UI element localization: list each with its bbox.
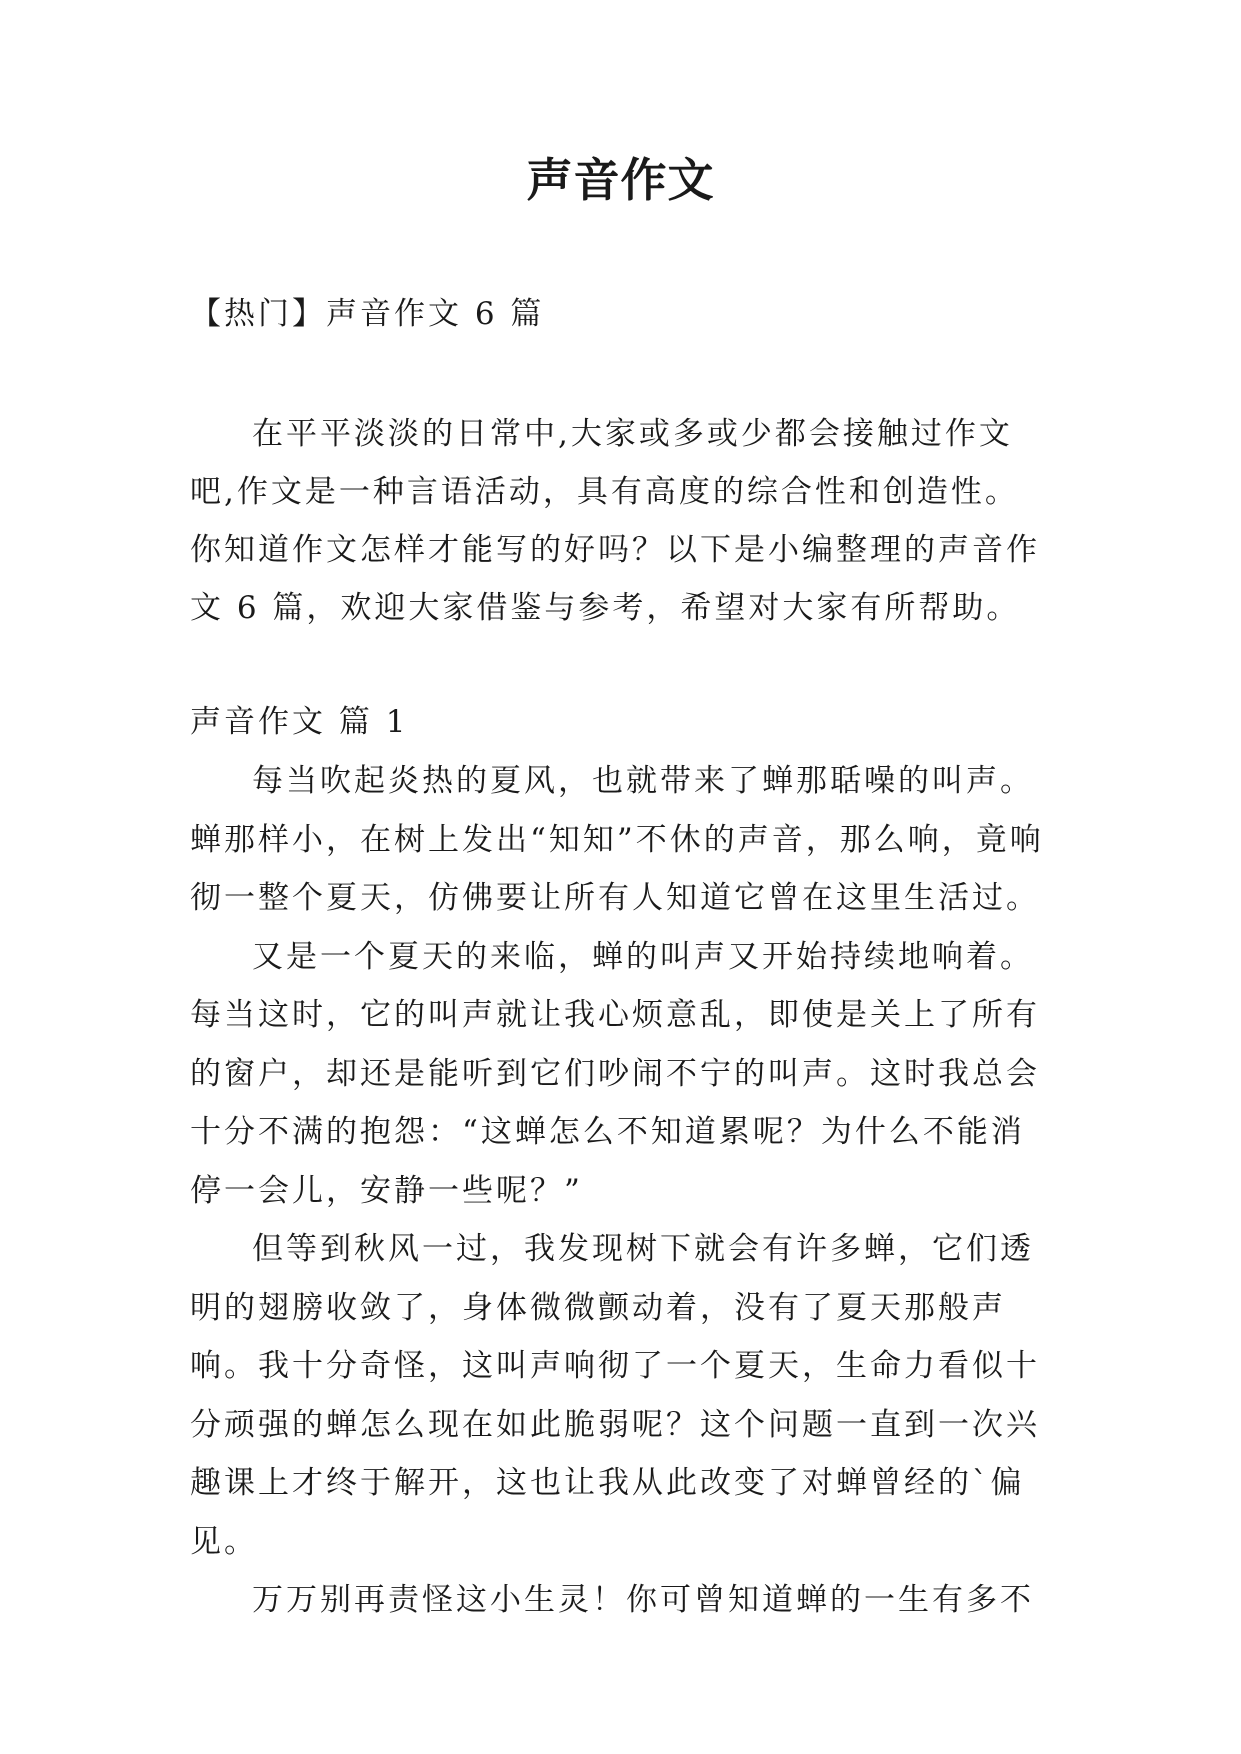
- body-paragraph: 每当吹起炎热的夏风，也就带来了蝉那聒噪的叫声。蝉那样小，在树上发出“知知”不休的声音，那么响，竟响彻一整个夏天，仿佛要让所有人知道它曾在这里生活过。: [190, 763, 1044, 916]
- body-paragraph: 但等到秋风一过，我发现树下就会有许多蝉，它们透明的翅膀收敛了，身体微微颤动着，没有了夏天那般声响。我十分奇怪，这叫声响彻了一个夏天，生命力看似十分顽强的蝉怎么现在如此脆弱呢？这个问题一直到一次兴趣课上才终于解开，这也让我从此改变了对蝉曾经的`偏见。: [190, 1231, 1040, 1560]
- document-subtitle: 【热门】声音作文 6 篇: [190, 296, 545, 332]
- document-title: 声音作文: [526, 153, 715, 207]
- intro-paragraph: 在平平淡淡的日常中,大家或多或少都会接触过作文吧,作文是一种言语活动，具有高度的综合性和创造性。你知道作文怎样才能写的好吗？以下是小编整理的声音作文 6 篇，欢迎大家借鉴与参考，希望对大家有所帮助。: [190, 416, 1040, 626]
- body-paragraph: 万万别再责怪这小生灵！你可曾知道蝉的一生有多不: [252, 1582, 1034, 1618]
- section-body: [190, 752, 1051, 1630]
- section-heading: 声音作文 篇 1: [190, 704, 409, 740]
- body-paragraph: 又是一个夏天的来临，蝉的叫声又开始持续地响着。每当这时，它的叫声就让我心烦意乱，即使是关上了所有的窗户，却还是能听到它们吵闹不宁的叫声。这时我总会十分不满的抱怨：“这蝉怎么不知道累呢？为什么不能消停一会儿，安静一些呢？”: [190, 938, 1040, 1209]
